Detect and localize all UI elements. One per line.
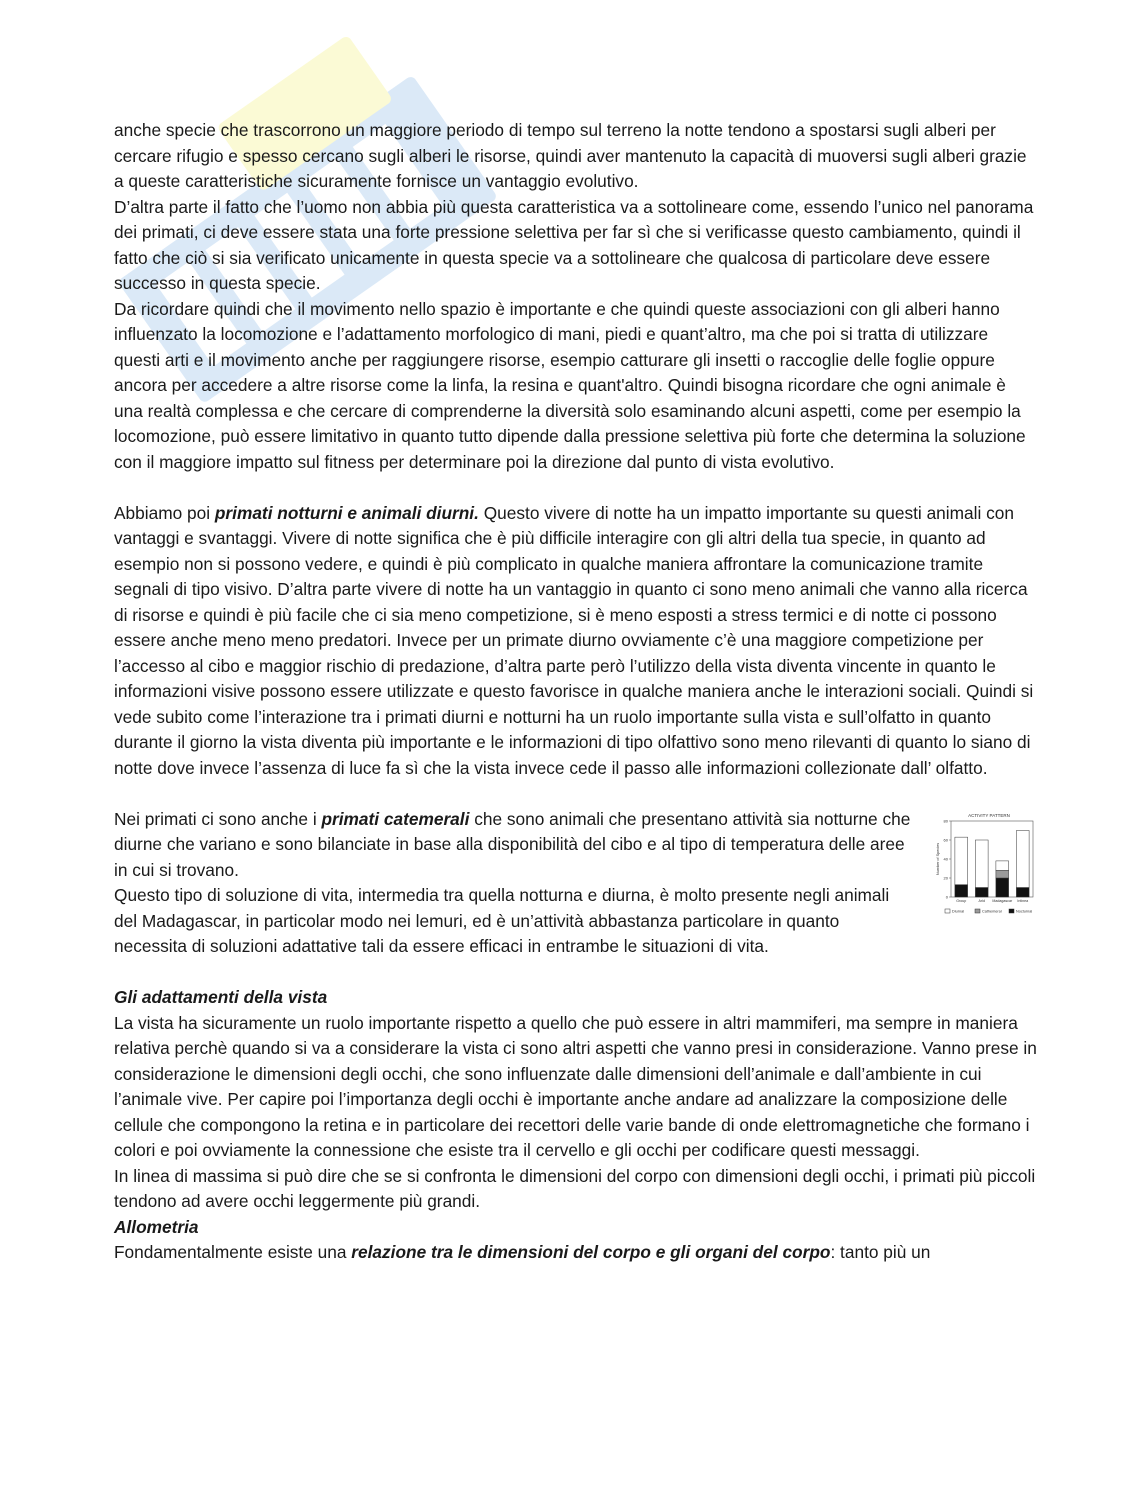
bar-segment (996, 878, 1009, 897)
catemeral-section (114, 807, 1039, 960)
y-tick-label: 40 (943, 856, 948, 861)
section-heading: Gli adattamenti della vista (114, 987, 328, 1007)
y-axis-label: Number of Species (936, 842, 940, 875)
x-tick-label: Arid (978, 898, 985, 903)
paragraph-catemeral (114, 807, 1039, 884)
legend-swatch (945, 909, 950, 913)
text-run: Nei primati ci sono anche i (114, 808, 322, 829)
paragraph-allometry (114, 1240, 1039, 1266)
bar-segment (1016, 887, 1029, 897)
paragraph-nocturnal-diurnal (114, 501, 1039, 782)
x-tick-label: Intinea (1017, 898, 1029, 903)
emphasis: primati catemerali (321, 808, 470, 829)
chart-title: ACTIVITY PATTERN (968, 812, 1010, 818)
text-run: Abbiamo poi (114, 502, 215, 523)
legend-label: Diurnal (952, 909, 965, 913)
section-heading: Allometria (114, 1216, 199, 1237)
paragraph: La vista ha sicuramente un ruolo importante rispetto a quello che può essere in altri mammiferi, ma sempre in maniera relativa perchè quando si va a considerare la vista ci sono altri aspetti che vanno presi in considerazione. Vanno prese in considerazione le dimensioni degli occhi, che sono influenzate dalle dimensioni dell’animale e dall’ambiente in cui l’animale vive. Per capire poi l’importanza degli occhi è importante anche andare ad analizzare la composizione delle cellule che compongono la retina e in particolare dei recettori delle varie bande di onde elettromagnetiche che formano i colori e poi ovviamente la connessione che esiste tra il cervello e gli occhi per codificare questi messaggi. (114, 1012, 1037, 1160)
paragraph: Da ricordare quindi che il movimento nello spazio è importante e che quindi queste associazioni con gli alberi hanno influenzato la locomozione e l’adattamento morfologico di mani, piedi e quant’altro, ma che poi si tratta di utilizzare questi arti e il movimento anche per raggiungere risorse, esempio catturare gli insetti o raccoglie delle foglie oppure ancora per accedere a altre risorse come la linfa, la resina e quant'altro. Quindi bisogna ricordare che ogni animale è una realtà complessa e che cercare di comprenderne la diversità solo esaminando alcuni aspetti, come per esempio la locomozione, può essere limitativo in quanto tutto dipende dalla pressione selettiva più forte che determina la soluzione con il maggiore impatto sul fitness per determinare poi la direzione dal punto di vista evolutivo. (114, 298, 1026, 472)
legend-swatch (1009, 909, 1014, 913)
y-tick-label: 80 (943, 818, 948, 823)
bar-segment (996, 860, 1009, 870)
paragraph: Questo tipo di soluzione di vita, intermedia tra quella notturna e diurna, è molto presente negli animali del Madagascar, in particolar modo nei lemuri, ed è un’attività abbastanza particolare in quanto necessita di soluzioni adattative tali da essere efficaci in entrambe le situazioni di vita. (114, 885, 890, 956)
paragraph: In linea di massima si può dire che se si confronta le dimensioni del corpo con dimensioni degli occhi, i primati più piccoli tendono ad avere occhi leggermente più grandi. (114, 1165, 1036, 1211)
legend-label: Nocturnal (1016, 909, 1033, 913)
emphasis: relazione tra le dimensioni del corpo e gli organi del corpo (351, 1242, 831, 1262)
emphasis: primati notturni e animali diurni. (214, 502, 479, 523)
y-tick-label: 0 (945, 894, 948, 899)
activity-pattern-chart (929, 809, 1039, 924)
x-tick-label: Madagascar (992, 898, 1013, 903)
document-body (114, 118, 1039, 1266)
text-run: : tanto più un (830, 1242, 931, 1262)
legend-swatch (975, 909, 980, 913)
chart-svg (929, 809, 1039, 924)
paragraph: D’altra parte il fatto che l’uomo non abbia più questa caratteristica va a sottolineare come, essendo l’unico nel panorama dei primati, ci deve essere stata una forte pressione selettiva per far sì che si verificasse questo cambiamento, quindi il fatto che ciò si sia verificato unicamente in questa specie va a sottolineare che qualcosa di particolare deve essere successo in questa specie. (114, 196, 1034, 293)
bar-segment (996, 870, 1009, 878)
paragraph: anche specie che trascorrono un maggiore periodo di tempo sul terreno la notte tendono a spostarsi sugli alberi per cercare rifugio e spesso cercano sugli alberi le risorse, quindi aver mantenuto la capacità di muoversi sugli alberi grazie a queste caratteristiche sicuramente fornisce un vantaggio evolutivo. (114, 120, 1027, 191)
bar-segment (975, 887, 988, 897)
bar-segment (955, 837, 968, 885)
x-tick-label: Group (956, 898, 967, 903)
text-run: Questo vivere di notte ha un impatto importante su questi animali con vantaggi e svantaggi. Vivere di notte significa che è più difficile interagire con gli altri della tua specie, in quanto ad esempio non si possono vedere, e quindi è più complicato in qualche maniera affrontare la comunicazione tramite segnali di tipo visivo. D’altra parte vivere di notte ha un vantaggio in quanto ci sono meno animali che vanno alla ricerca di risorse e quindi è più facile che ci sia meno competizione, si è meno esposti a stress termici e di notte ci possono essere anche meno meno predatori. Invece per un primate diurno ovviamente c’è una maggiore competizione per l’accesso al cibo e maggior rischio di predazione, d’altra parte però l’utilizzo della vista diventa vincente in quanto le informazioni visive possono essere utilizzate e questo favorisce in qualche maniera anche le interazioni sociali. Quindi si vede subito come l’interazione tra i primati diurni e notturni ha un ruolo importante sulla vista e sull’olfatto in quanto durante il giorno la vista diventa più importante e le informazioni di tipo olfattivo sono meno rilevanti di quanto lo siano di notte dove invece l’assenza di luce fa sì che la vista invece cede il passo alle informazioni collezionate dall’ olfatto. (114, 502, 1034, 778)
y-tick-label: 20 (943, 875, 948, 880)
legend-label: Cathemeral (982, 909, 1002, 913)
bar-segment (955, 884, 968, 896)
text-run: che sono animali che presentano attività sia notturne che diurne che variano e sono bilanciate in base alla disponibilità del cibo e al tipo di temperatura delle aree in cui si trovano. (114, 808, 911, 880)
text-run: Fondamentalmente esiste una (114, 1242, 352, 1262)
bar-segment (975, 840, 988, 888)
bar-segment (1016, 830, 1029, 887)
y-tick-label: 60 (943, 837, 948, 842)
